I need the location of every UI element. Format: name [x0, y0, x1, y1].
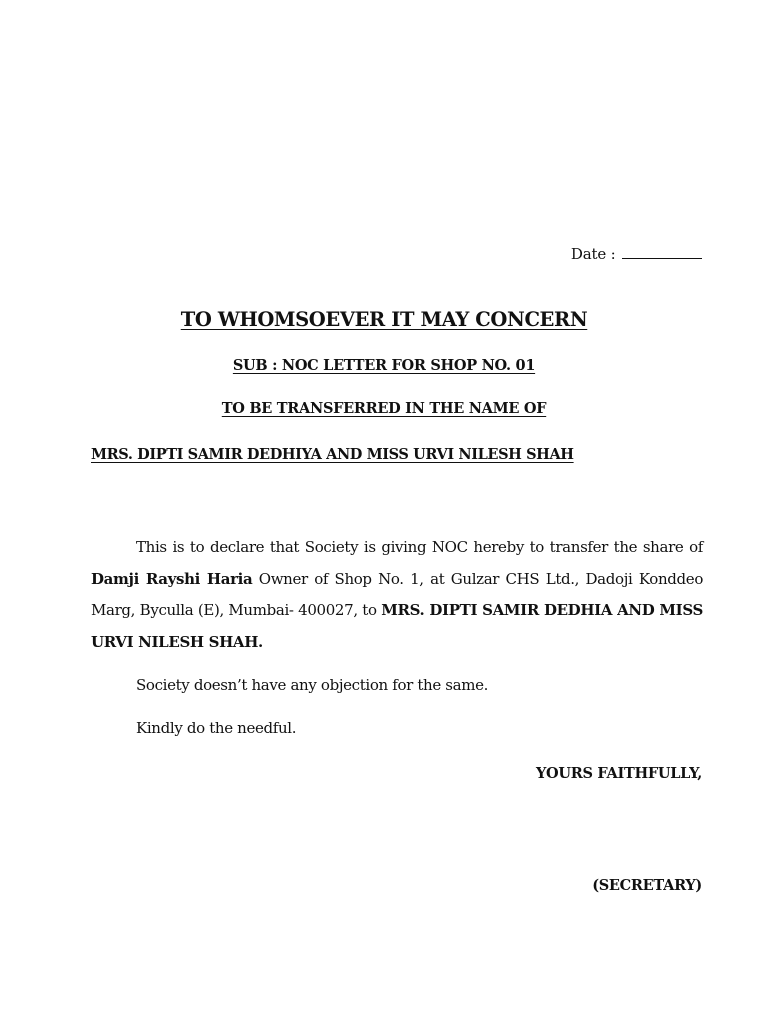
declaration-paragraph: [91, 532, 703, 658]
needful-line: Kindly do the needful.: [136, 719, 297, 737]
subject-line: SUB : NOC LETTER FOR SHOP NO. 01: [232, 357, 536, 374]
letter-title: TO WHOMSOEVER IT MAY CONCERN: [180, 308, 588, 331]
no-objection-line: Society doesn’t have any objection for the same.: [136, 676, 489, 694]
transferee-names: MRS. DIPTI SAMIR DEDHIA AND MISS URVI NILESH SHAH.: [91, 601, 703, 651]
date-line: [571, 244, 702, 263]
signatory-title: (SECRETARY): [592, 877, 702, 894]
declaration-text-middle: Owner of Shop No. 1, at Gulzar CHS Ltd., Dadoji Konddeo Marg, Byculla (E), Mumbai- 400027, to: [91, 569, 703, 619]
transfer-line: TO BE TRANSFERRED IN THE NAME OF: [221, 400, 547, 417]
transferee-names-heading: MRS. DIPTI SAMIR DEDHIYA AND MISS URVI NILESH SHAH: [91, 446, 574, 463]
date-label: Date :: [570, 245, 616, 263]
owner-name: Damji Rayshi Haria: [91, 569, 253, 588]
closing-salutation: YOURS FAITHFULLY,: [536, 765, 702, 782]
declaration-text-start: This is to declare that Society is giving NOC hereby to transfer the share of: [136, 538, 703, 556]
date-blank-field: [622, 244, 702, 259]
